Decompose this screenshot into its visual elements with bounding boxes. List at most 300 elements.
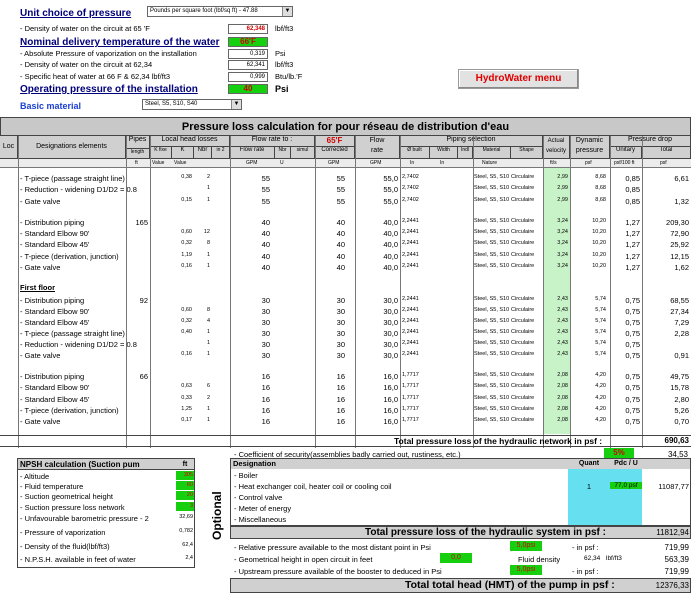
row-unitary: 0,75 — [625, 318, 640, 327]
row-velocity: 2,08 — [557, 372, 568, 378]
row-diameter: 2,2441 — [402, 340, 419, 346]
row-flow: 40,0 — [383, 252, 398, 261]
row-material: Steel, S5, S10 — [474, 329, 510, 335]
row-corrected: 30 — [336, 340, 345, 349]
pdc-header: Pdc / U — [610, 459, 642, 469]
row-designation: - Standard Elbow 45' — [20, 240, 90, 249]
row-corrected: 16 — [336, 395, 345, 404]
row-unitary: 0,75 — [625, 307, 640, 316]
col-loc: Loc — [0, 136, 18, 159]
row-corrected: 30 — [336, 329, 345, 338]
row-nbr: 1 — [206, 185, 210, 191]
row-unitary: 0,85 — [625, 197, 640, 206]
row-total: 68,55 — [670, 296, 689, 305]
row-k-value: 0,38 — [181, 174, 192, 180]
col-corr: Corrected — [315, 147, 355, 159]
row-k-value: 0,16 — [181, 351, 192, 357]
row-unitary: 0,75 — [625, 329, 640, 338]
col-simul: simul — [291, 147, 315, 159]
relative-input[interactable]: 5,0psi — [510, 541, 542, 551]
row-diameter: 2,2441 — [402, 263, 419, 269]
col-total: Total — [642, 147, 691, 159]
row-flow: 40,0 — [383, 229, 398, 238]
row-unitary: 0,75 — [625, 340, 640, 349]
npsh-item-label: - Altitude — [20, 472, 50, 481]
row-flow-rate: 40 — [261, 229, 270, 238]
row-k-value: 0,63 — [181, 383, 192, 389]
row-dynamic: 4,20 — [595, 372, 606, 378]
row-shape: Circulaire — [511, 417, 535, 423]
row-dynamic: 4,20 — [595, 383, 606, 389]
row-flow-rate: 16 — [261, 395, 270, 404]
unit-u: U — [280, 160, 284, 166]
row-flow: 30,0 — [383, 318, 398, 327]
row-designation: - T-piece (derivation, junction) — [20, 252, 119, 261]
row-diameter: 2,7402 — [402, 185, 419, 191]
row-dynamic: 8,68 — [595, 185, 606, 191]
row-velocity: 2,43 — [557, 296, 568, 302]
row-corrected: 40 — [336, 229, 345, 238]
row-diameter: 1,7717 — [402, 383, 419, 389]
geometric-input[interactable]: 0,0 — [440, 553, 472, 563]
total-network-value: 690,63 — [664, 436, 689, 445]
row-velocity: 2,99 — [557, 197, 568, 203]
unit-psf2: psf — [660, 160, 667, 166]
optional-inputs-bg — [568, 469, 642, 525]
col-shape: Shape — [511, 147, 543, 159]
row-designation: - Standard Elbow 90' — [20, 229, 90, 238]
row-flow-rate: 40 — [261, 240, 270, 249]
row-corrected: 55 — [336, 174, 345, 183]
row-corrected: 30 — [336, 318, 345, 327]
npsh-item-value: 62,4 — [182, 542, 193, 548]
col-designation: Designations elements — [18, 136, 126, 159]
row-material: Steel, S5, S10 — [474, 417, 510, 423]
row-diameter: 1,7717 — [402, 417, 419, 423]
row-dynamic: 5,74 — [595, 296, 606, 302]
unit-in2: In — [440, 160, 445, 166]
row-flow-rate: 40 — [261, 218, 270, 227]
row-total: 0,70 — [674, 417, 689, 426]
row-flow: 16,0 — [383, 406, 398, 415]
npsh-item-label: - Suction pressure loss network — [20, 503, 125, 512]
row-flow: 40,0 — [383, 218, 398, 227]
row-flow-rate: 55 — [261, 174, 270, 183]
optional-item-label: - Control valve — [234, 493, 283, 502]
relative-label: - Relative pressure available to the most distant point in Psi — [234, 543, 431, 552]
row-total: 72,90 — [670, 229, 689, 238]
row-corrected: 30 — [336, 296, 345, 305]
col-nbrf: Nbr — [275, 147, 291, 159]
row-designation: - Reduction - widening D1/D2 = 0.8 — [20, 340, 137, 349]
npsh-item-value[interactable]: 305 — [176, 471, 194, 480]
row-designation: - Gate valve — [20, 263, 61, 272]
row-shape: Circulaire — [511, 218, 535, 224]
row-designation: - Standard Elbow 45' — [20, 395, 90, 404]
col-pipes: Pipes — [126, 136, 150, 149]
row-material: Steel, S5, S10 — [474, 240, 510, 246]
npsh-item-label: - Suction geometrical height — [20, 492, 113, 501]
row-unitary: 1,27 — [625, 218, 640, 227]
row-designation: - Distribution piping — [20, 218, 85, 227]
row-nbr: 1 — [206, 197, 210, 203]
row-total: 49,75 — [670, 372, 689, 381]
row-dynamic: 8,68 — [595, 174, 606, 180]
row-dynamic: 10,20 — [592, 218, 606, 224]
npsh-item-value[interactable]: 20 — [176, 491, 194, 500]
row-unitary: 0,75 — [625, 296, 640, 305]
dens2-value: 62,341 — [228, 60, 268, 70]
upstream-value: 719,99 — [664, 567, 689, 576]
row-unitary: 0,75 — [625, 417, 640, 426]
row-dynamic: 10,20 — [592, 240, 606, 246]
fluid-density-unit: lbf/ft3 — [606, 555, 622, 562]
row-flow-rate: 30 — [261, 307, 270, 316]
row-nbr: 2 — [206, 395, 210, 401]
row-designation: - Standard Elbow 90' — [20, 383, 90, 392]
pressure-unit-select[interactable]: Pounds per square foot (lbf/sq ft) - 47.88 ▼ — [147, 6, 293, 17]
row-material: Steel, S5, S10 — [474, 197, 510, 203]
npsh-item-value: 2,4 — [185, 555, 193, 561]
hydrowater-menu-button[interactable]: HydroWater menu — [458, 69, 579, 89]
row-shape: Circulaire — [511, 340, 535, 346]
row-pipe-length: 92 — [139, 296, 148, 305]
row-corrected: 16 — [336, 417, 345, 426]
row-nbr: 1 — [206, 417, 210, 423]
unit-value2: Value — [174, 160, 187, 166]
col-actual-velocity — [543, 136, 570, 159]
row-flow: 16,0 — [383, 395, 398, 404]
row-flow-rate: 40 — [261, 252, 270, 261]
row-velocity: 3,24 — [557, 252, 568, 258]
row-shape: Circulaire — [511, 240, 535, 246]
npsh-item-value: 0,782 — [179, 528, 193, 534]
table-title: Pressure loss calculation for pour réseau de distribution d'eau — [0, 117, 691, 136]
row-unitary: 1,27 — [625, 263, 640, 272]
npsh-item-value[interactable]: 3 — [176, 502, 194, 511]
unit-psf1: psf — [585, 160, 592, 166]
row-flow: 55,0 — [383, 197, 398, 206]
row-shape: Circulaire — [511, 329, 535, 335]
row-unitary: 0,85 — [625, 174, 640, 183]
row-total: 27,34 — [670, 307, 689, 316]
dens2-unit: lbf/ft3 — [275, 60, 294, 69]
row-unitary: 0,75 — [625, 383, 640, 392]
total-system-value: 11812,94 — [656, 528, 689, 537]
row-shape: Circulaire — [511, 252, 535, 258]
row-flow-rate: 30 — [261, 351, 270, 360]
row-diameter: 2,7402 — [402, 174, 419, 180]
row-material: Steel, S5, S10 — [474, 252, 510, 258]
row-dynamic: 5,74 — [595, 329, 606, 335]
row-corrected: 16 — [336, 406, 345, 415]
row-diameter: 2,2441 — [402, 252, 419, 258]
row-flow: 16,0 — [383, 383, 398, 392]
unit-fts: ft/s — [550, 160, 557, 166]
row-material: Steel, S5, S10 — [474, 406, 510, 412]
row-designation: - Gate valve — [20, 417, 61, 426]
row-designation: - T-piece (passage straight line) — [20, 329, 125, 338]
row-designation: - Distribution piping — [20, 372, 85, 381]
npsh-title: NPSH calculation (Suction pum — [18, 459, 176, 470]
optional-item-label: - Boiler — [234, 471, 258, 480]
row-material: Steel, S5, S10 — [474, 229, 510, 235]
col-kfix: K fixe — [150, 147, 172, 159]
row-velocity: 2,43 — [557, 318, 568, 324]
unit-ft: ft — [135, 160, 138, 166]
row-k-value: 1,19 — [181, 252, 192, 258]
col-fr: Flow rate — [230, 147, 275, 159]
optional-item-label: - Heat exchanger coil, heater coil or cooling coil — [234, 482, 392, 491]
pressure-text: pressure — [575, 147, 604, 154]
relative-mid: - in psf : — [572, 543, 599, 552]
temp-indicator: 65'F — [315, 136, 355, 147]
row-total: 15,78 — [670, 383, 689, 392]
row-total: 209,30 — [666, 218, 689, 227]
row-velocity: 3,24 — [557, 240, 568, 246]
row-velocity: 2,43 — [557, 351, 568, 357]
row-k-value: 0,16 — [181, 263, 192, 269]
unit-value1: Value — [152, 160, 165, 166]
npsh-item-label: - Pressure of vaporization — [20, 528, 106, 537]
row-dynamic: 5,74 — [595, 351, 606, 357]
row-nbr: 1 — [206, 263, 210, 269]
row-corrected: 55 — [336, 197, 345, 206]
optional-label: Optional — [210, 491, 224, 540]
oper-unit: Psi — [275, 84, 289, 94]
row-diameter: 1,7717 — [402, 372, 419, 378]
row-shape: Circulaire — [511, 372, 535, 378]
row-unitary: 0,75 — [625, 406, 640, 415]
row-material: Steel, S5, S10 — [474, 340, 510, 346]
row-k-value: 0,60 — [181, 307, 192, 313]
row-total: 6,61 — [674, 174, 689, 183]
row-shape: Circulaire — [511, 351, 535, 357]
dens2-label: - Density of water on the circuit at 62,34 — [20, 60, 153, 69]
npsh-item-label: - Fluid temperature — [20, 482, 84, 491]
col-dynamic — [570, 136, 610, 159]
row-velocity: 2,08 — [557, 406, 568, 412]
npsh-unit: ft — [176, 459, 194, 470]
row-shape: Circulaire — [511, 406, 535, 412]
nominal-temp-input[interactable]: 66'F — [228, 37, 268, 47]
row-diameter: 2,2441 — [402, 329, 419, 335]
oper-pressure-input[interactable]: 40 — [228, 84, 268, 94]
npsh-item-label: - Density of the fluid(lbf/ft3) — [20, 542, 110, 551]
row-diameter: 2,2441 — [402, 240, 419, 246]
col-local-losses: Local head losses — [150, 136, 230, 147]
row-flow-rate: 16 — [261, 417, 270, 426]
row-flow-rate: 16 — [261, 383, 270, 392]
basic-material-select[interactable]: Steel, S5, S10, S40 ▼ — [142, 99, 242, 110]
col-flow — [355, 136, 400, 159]
row-material: Steel, S5, S10 — [474, 263, 510, 269]
row-velocity: 3,24 — [557, 229, 568, 235]
spec-label: - Specific heat of water at 66 F & 62,34 lbf/ft3 — [20, 72, 171, 81]
row-shape: Circulaire — [511, 229, 535, 235]
row-designation: - Reduction - widening D1/D2 = 0.8 — [20, 185, 137, 194]
row-velocity: 3,24 — [557, 218, 568, 224]
row-material: Steel, S5, S10 — [474, 307, 510, 313]
col-dbuilt: Ø built — [400, 147, 430, 159]
col-flowrate: Flow rate to : — [230, 136, 315, 147]
col-width: Width — [430, 147, 458, 159]
row-material: Steel, S5, S10 — [474, 395, 510, 401]
hmt-value: 12376,33 — [655, 581, 689, 590]
row-dynamic: 10,20 — [592, 229, 606, 235]
row-dynamic: 5,74 — [595, 307, 606, 313]
row-flow-rate: 55 — [261, 185, 270, 194]
row-flow: 30,0 — [383, 307, 398, 316]
row-unitary: 1,27 — [625, 240, 640, 249]
row-flow: 30,0 — [383, 329, 398, 338]
row-flow-rate: 30 — [261, 318, 270, 327]
row-shape: Circulaire — [511, 263, 535, 269]
row-corrected: 40 — [336, 263, 345, 272]
row-total: 1,62 — [674, 263, 689, 272]
row-k-value: 0,32 — [181, 240, 192, 246]
row-velocity: 2,43 — [557, 329, 568, 335]
row-total: 5,26 — [674, 406, 689, 415]
row-k-value: 1,25 — [181, 406, 192, 412]
row-shape: Circulaire — [511, 318, 535, 324]
total-header — [642, 459, 690, 469]
row-flow-rate: 30 — [261, 329, 270, 338]
row-k-value: 0,40 — [181, 329, 192, 335]
row-material: Steel, S5, S10 — [474, 174, 510, 180]
geometric-label: - Geometrical height in open circuit in feet — [234, 555, 373, 564]
row-velocity: 2,08 — [557, 395, 568, 401]
row-shape: Circulaire — [511, 197, 535, 203]
row-velocity: 2,99 — [557, 185, 568, 191]
coef-label: - Coefficient of security(assemblies badly carried out, rustiness, etc.) — [234, 450, 461, 459]
row-shape: Circulaire — [511, 383, 535, 389]
row-flow: 55,0 — [383, 174, 398, 183]
row-shape: Circulaire — [511, 296, 535, 302]
col-k: K — [172, 147, 194, 159]
density-unit: lbf/ft3 — [275, 24, 294, 33]
row-dynamic: 4,20 — [595, 417, 606, 423]
row-material: Steel, S5, S10 — [474, 296, 510, 302]
quant-header: Quant — [568, 459, 610, 469]
row-corrected: 40 — [336, 218, 345, 227]
row-pipe-length: 66 — [139, 372, 148, 381]
row-shape: Circulaire — [511, 185, 535, 191]
optional-item-quant[interactable]: 1 — [586, 482, 592, 491]
unit-row — [0, 159, 691, 168]
row-designation: First floor — [20, 283, 55, 292]
optional-item-pdc[interactable]: 77,0 psf — [610, 482, 642, 489]
row-nbr: 1 — [206, 340, 210, 346]
row-pipe-length: 165 — [135, 218, 148, 227]
row-designation: - Standard Elbow 90' — [20, 307, 90, 316]
row-corrected: 30 — [336, 351, 345, 360]
upstream-input[interactable]: 5,0psi — [510, 565, 542, 575]
flow-text: Flow — [369, 137, 385, 144]
row-unitary: 0,75 — [625, 351, 640, 360]
row-material: Steel, S5, S10 — [474, 218, 510, 224]
coef-value: 34,53 — [667, 450, 688, 459]
row-dynamic: 4,20 — [595, 406, 606, 412]
col-length: length — [126, 149, 150, 159]
unit-gpm3: GPM — [370, 160, 382, 166]
unit-gpm1: GPM — [246, 160, 258, 166]
col-material: Material — [473, 147, 511, 159]
row-diameter: 2,2441 — [402, 296, 419, 302]
row-total: 7,29 — [674, 318, 689, 327]
abs-unit: Psi — [275, 49, 286, 58]
row-shape: Circulaire — [511, 174, 535, 180]
total-system-label: Total pressure loss of the hydraulic system in psf : — [365, 527, 606, 538]
oper-label: Operating pressure of the installation — [20, 84, 198, 95]
col-unitary: Unitary — [610, 147, 642, 159]
row-dynamic: 5,74 — [595, 340, 606, 346]
row-total: 25,92 — [670, 240, 689, 249]
npsh-item-label: - Unfavourable barometric pressure - 2 — [20, 514, 149, 523]
row-flow: 30,0 — [383, 351, 398, 360]
row-diameter: 1,7717 — [402, 406, 419, 412]
row-flow-rate: 55 — [261, 197, 270, 206]
row-k-value: 0,15 — [181, 197, 192, 203]
unit-psf100: psf/100 ft — [614, 160, 635, 166]
nominal-label: Nominal delivery temperature of the water — [20, 37, 220, 48]
npsh-item-value[interactable]: 60 — [176, 481, 194, 490]
chevron-down-icon: ▼ — [231, 100, 241, 109]
row-total: 0,91 — [674, 351, 689, 360]
row-dynamic: 10,20 — [592, 252, 606, 258]
row-total: 12,15 — [670, 252, 689, 261]
dynamic-text: Dynamic — [575, 137, 604, 144]
col-pressure-drop: Pressure drop — [610, 136, 691, 147]
chevron-down-icon: ▼ — [282, 7, 292, 16]
optional-item-total: 11087,77 — [658, 482, 689, 491]
row-dynamic: 5,74 — [595, 318, 606, 324]
row-diameter: 2,2441 — [402, 229, 419, 235]
row-flow: 16,0 — [383, 372, 398, 381]
row-designation: - T-piece (passage straight line) — [20, 174, 125, 183]
row-diameter: 2,7402 — [402, 197, 419, 203]
col-in2: in 2 — [212, 147, 230, 159]
row-total: 2,28 — [674, 329, 689, 338]
row-total: 2,80 — [674, 395, 689, 404]
row-unitary: 1,27 — [625, 252, 640, 261]
row-corrected: 16 — [336, 372, 345, 381]
row-dynamic: 4,20 — [595, 395, 606, 401]
optional-item-label: - Miscellaneous — [234, 515, 287, 524]
spec-unit: Btu/lb.'F — [275, 72, 303, 81]
geometric-value: 563,39 — [664, 555, 689, 564]
basic-material-label: Basic material — [20, 101, 82, 111]
row-designation: - T-piece (derivation, junction) — [20, 406, 119, 415]
row-velocity: 2,08 — [557, 383, 568, 389]
hmt-label: Total total head (HMT) of the pump in psf : — [405, 579, 615, 591]
row-nbr: 1 — [206, 406, 210, 412]
row-flow-rate: 16 — [261, 372, 270, 381]
row-flow-rate: 30 — [261, 340, 270, 349]
row-diameter: 2,2441 — [402, 218, 419, 224]
npsh-item-label: - N.P.S.H. available in feet of water — [20, 555, 136, 564]
row-velocity: 3,24 — [557, 263, 568, 269]
coef-input[interactable]: 5% — [604, 448, 634, 458]
optional-header: Designation — [231, 459, 568, 469]
row-flow: 40,0 — [383, 263, 398, 272]
abs-label: - Absolute Pressure of vaporization on the installation — [20, 49, 197, 58]
row-corrected: 30 — [336, 307, 345, 316]
row-dynamic: 8,68 — [595, 197, 606, 203]
relative-value: 719,99 — [664, 543, 689, 552]
row-flow: 16,0 — [383, 417, 398, 426]
row-diameter: 2,2441 — [402, 318, 419, 324]
